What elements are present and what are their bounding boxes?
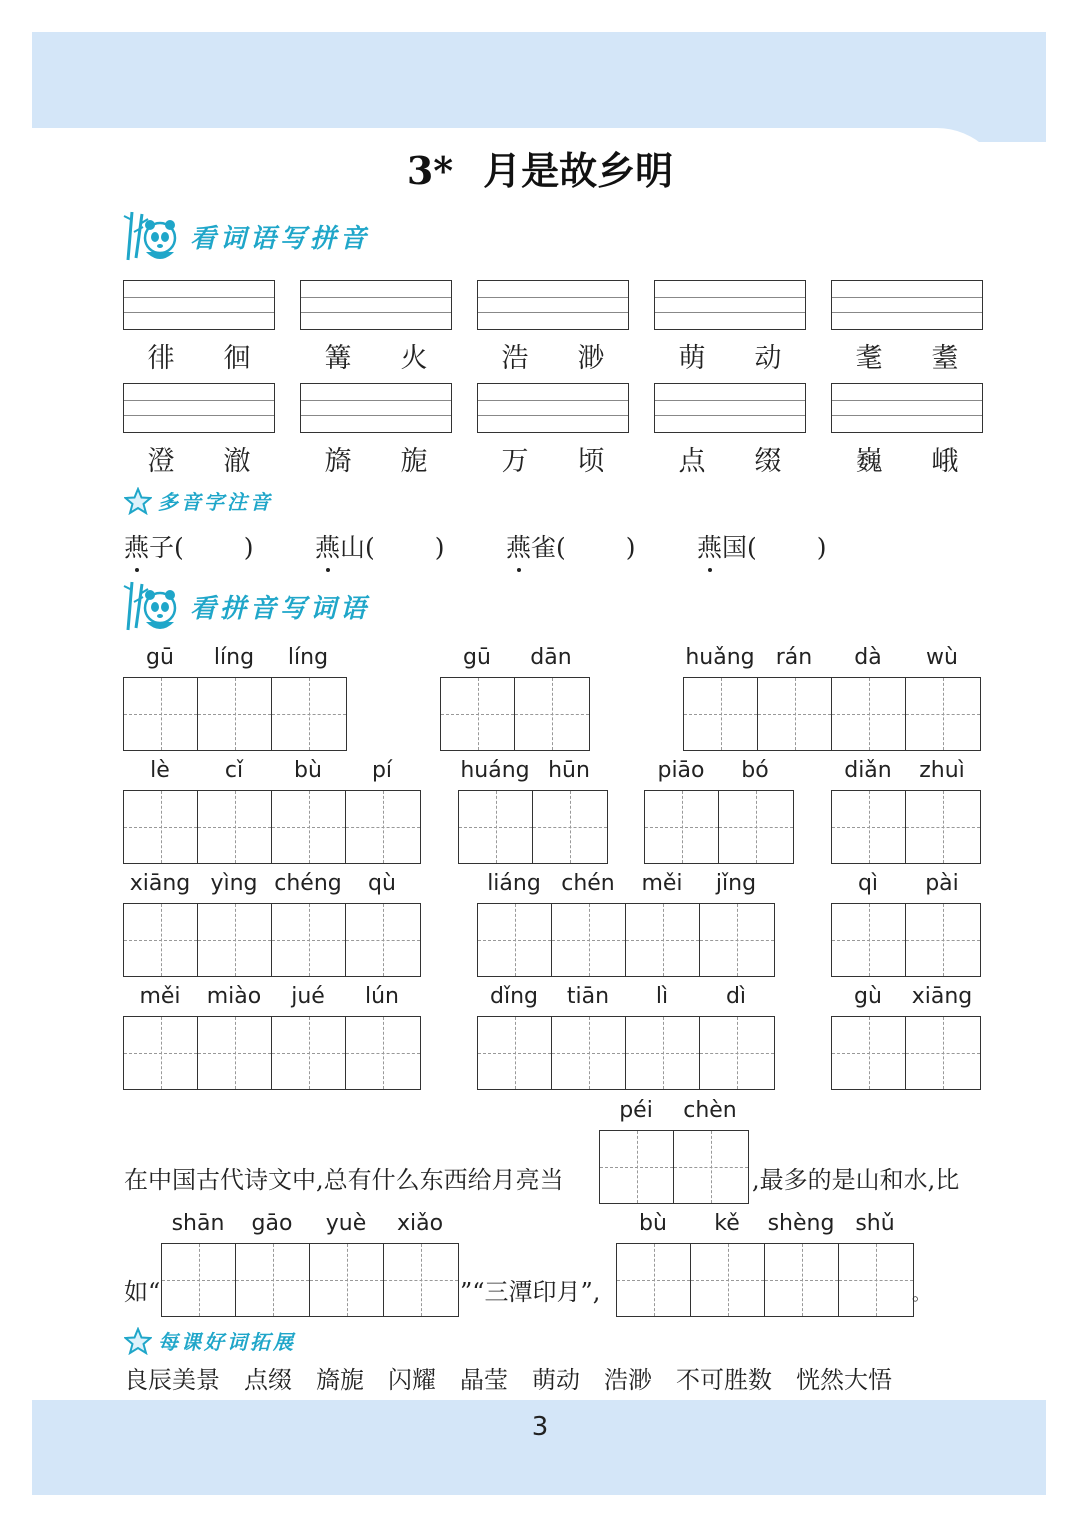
pinyin-syllable: gū bbox=[146, 645, 174, 670]
pinyin-row bbox=[683, 645, 979, 675]
pinyin-syllable: dǐng bbox=[490, 984, 538, 1009]
polyphonic-item bbox=[124, 528, 254, 564]
word-char: 旖 bbox=[324, 446, 352, 477]
writing-cell[interactable] bbox=[765, 1244, 839, 1316]
polyphonic-item bbox=[506, 528, 636, 564]
pinyin-answer-box[interactable] bbox=[831, 383, 983, 433]
tian-grid bbox=[477, 903, 775, 977]
top-band bbox=[32, 32, 1046, 142]
writing-cell[interactable] bbox=[198, 904, 272, 976]
word-characters bbox=[477, 336, 629, 375]
pinyin-syllable: kě bbox=[714, 1211, 740, 1236]
writing-cell[interactable] bbox=[198, 791, 272, 863]
vocab-word: 点缀 bbox=[244, 1366, 292, 1394]
pinyin-syllable: pài bbox=[925, 871, 959, 896]
pinyin-syllable: dì bbox=[725, 984, 747, 1009]
sentence-end: 。 bbox=[912, 1284, 930, 1305]
pinyin-syllable: hūn bbox=[548, 758, 590, 783]
writing-cell[interactable] bbox=[478, 904, 552, 976]
pinyin-syllable: yìng bbox=[210, 871, 258, 896]
word-characters bbox=[654, 439, 806, 478]
tian-grid bbox=[616, 1243, 914, 1317]
writing-cell[interactable] bbox=[617, 1244, 691, 1316]
pinyin-answer-box[interactable] bbox=[477, 280, 629, 330]
writing-cell[interactable] bbox=[272, 904, 346, 976]
section-header-vocab: 每课好词拓展 bbox=[124, 1326, 296, 1355]
panda-bamboo-icon bbox=[122, 578, 184, 634]
writing-cell[interactable] bbox=[346, 791, 420, 863]
tian-grid bbox=[683, 677, 981, 751]
pinyin-syllable: bù bbox=[294, 758, 322, 783]
panda-bamboo-icon bbox=[122, 208, 184, 264]
writing-cell[interactable] bbox=[236, 1244, 310, 1316]
writing-cell[interactable] bbox=[906, 1017, 980, 1089]
writing-cell[interactable] bbox=[691, 1244, 765, 1316]
pinyin-row bbox=[477, 984, 773, 1014]
word-char: 动 bbox=[754, 343, 782, 374]
section-header-write-pinyin: 看词语写拼音 bbox=[122, 208, 370, 264]
vocab-word: 浩渺 bbox=[604, 1366, 652, 1394]
writing-cell[interactable] bbox=[124, 791, 198, 863]
pinyin-row bbox=[161, 1211, 457, 1241]
tian-grid bbox=[831, 1016, 981, 1090]
writing-cell[interactable] bbox=[384, 1244, 458, 1316]
word-char: 点 bbox=[678, 446, 706, 477]
writing-cell[interactable] bbox=[906, 678, 980, 750]
writing-cell[interactable] bbox=[552, 904, 626, 976]
word-char: 萌 bbox=[678, 343, 706, 374]
dotted-character: 燕 bbox=[697, 528, 722, 564]
writing-cell[interactable] bbox=[459, 791, 533, 863]
pinyin-syllable: diǎn bbox=[844, 758, 892, 783]
pinyin-syllable: xiǎo bbox=[396, 1211, 444, 1236]
pinyin-answer-box[interactable] bbox=[300, 383, 452, 433]
writing-cell[interactable] bbox=[832, 678, 906, 750]
word-characters bbox=[654, 336, 806, 375]
vocab-word: 萌动 bbox=[532, 1366, 580, 1394]
pinyin-syllable: shǔ bbox=[855, 1211, 895, 1236]
word-char: 耄 bbox=[855, 343, 883, 374]
sentence-part-1: 在中国古代诗文中,总有什么东西给月亮当 bbox=[124, 1166, 564, 1194]
writing-cell[interactable] bbox=[832, 791, 906, 863]
writing-cell[interactable] bbox=[272, 791, 346, 863]
tian-grid bbox=[123, 677, 347, 751]
writing-cell[interactable] bbox=[162, 1244, 236, 1316]
word-char: 巍 bbox=[855, 446, 883, 477]
tian-grid bbox=[477, 1016, 775, 1090]
star-icon bbox=[124, 487, 152, 515]
vocab-word: 旖旎 bbox=[316, 1366, 364, 1394]
tian-grid bbox=[123, 903, 421, 977]
word-characters bbox=[300, 439, 452, 478]
pinyin-row bbox=[123, 758, 419, 788]
writing-cell[interactable] bbox=[124, 904, 198, 976]
word-characters bbox=[831, 336, 983, 375]
pinyin-answer-box[interactable] bbox=[654, 383, 806, 433]
tian-grid bbox=[831, 790, 981, 864]
dotted-character: 燕 bbox=[506, 528, 531, 564]
pinyin-answer-box[interactable] bbox=[831, 280, 983, 330]
pinyin-row bbox=[123, 984, 419, 1014]
pinyin-row bbox=[616, 1211, 912, 1241]
close-paren: ) bbox=[625, 533, 636, 562]
pinyin-syllable: péi bbox=[619, 1098, 653, 1123]
pinyin-syllable: měi bbox=[641, 871, 683, 896]
pinyin-syllable: piāo bbox=[657, 758, 705, 783]
word-char: 火 bbox=[400, 343, 428, 374]
close-paren: ) bbox=[816, 533, 827, 562]
item-text: 山( bbox=[340, 533, 375, 562]
pinyin-syllable: bó bbox=[741, 758, 769, 783]
pinyin-row bbox=[440, 645, 588, 675]
pinyin-syllable: gāo bbox=[251, 1211, 293, 1236]
pinyin-syllable: měi bbox=[139, 984, 181, 1009]
word-char: 澈 bbox=[223, 446, 251, 477]
sentence-part-3: 如“ bbox=[124, 1278, 161, 1306]
pinyin-syllable: qù bbox=[368, 871, 396, 896]
pinyin-syllable: lì bbox=[655, 984, 669, 1009]
writing-cell[interactable] bbox=[346, 904, 420, 976]
writing-cell[interactable] bbox=[478, 1017, 552, 1089]
writing-cell[interactable] bbox=[626, 904, 700, 976]
vocab-list bbox=[124, 1360, 892, 1395]
pinyin-syllable: zhuì bbox=[919, 758, 965, 783]
pinyin-syllable: chèn bbox=[683, 1098, 737, 1123]
pinyin-syllable: pí bbox=[371, 758, 393, 783]
page-number: 3 bbox=[531, 1412, 549, 1442]
pinyin-row bbox=[599, 1098, 747, 1128]
pinyin-syllable: líng bbox=[213, 645, 255, 670]
writing-cell[interactable] bbox=[533, 791, 607, 863]
writing-cell[interactable] bbox=[645, 791, 719, 863]
pinyin-row bbox=[831, 758, 979, 788]
writing-cell[interactable] bbox=[832, 1017, 906, 1089]
item-text: 雀( bbox=[531, 533, 566, 562]
word-char: 澄 bbox=[147, 446, 175, 477]
pinyin-answer-box[interactable] bbox=[477, 383, 629, 433]
pinyin-syllable: gù bbox=[854, 984, 882, 1009]
writing-cell[interactable] bbox=[346, 1017, 420, 1089]
pinyin-syllable: jué bbox=[291, 984, 325, 1009]
close-paren: ) bbox=[243, 533, 254, 562]
pinyin-syllable: gū bbox=[463, 645, 491, 670]
word-char: 顷 bbox=[577, 446, 605, 477]
sentence-part-4: ”“三潭印月”, bbox=[460, 1278, 601, 1306]
tian-grid bbox=[440, 677, 590, 751]
pinyin-syllable: wù bbox=[926, 645, 958, 670]
polyphonic-item bbox=[697, 528, 827, 564]
word-characters bbox=[831, 439, 983, 478]
writing-cell[interactable] bbox=[198, 678, 272, 750]
word-char: 耋 bbox=[931, 343, 959, 374]
section-header-write-words: 看拼音写词语 bbox=[122, 578, 370, 634]
section-header-polyphonic: 多音字注音 bbox=[124, 486, 273, 515]
word-char: 篝 bbox=[324, 343, 352, 374]
pinyin-answer-box[interactable] bbox=[123, 383, 275, 433]
pinyin-row bbox=[123, 871, 419, 901]
writing-cell[interactable] bbox=[198, 1017, 272, 1089]
word-char: 万 bbox=[501, 446, 529, 477]
vocab-word: 恍然大悟 bbox=[796, 1366, 892, 1394]
pinyin-syllable: dān bbox=[530, 645, 572, 670]
polyphonic-item bbox=[315, 528, 445, 564]
pinyin-syllable: dà bbox=[854, 645, 882, 670]
pinyin-answer-box[interactable] bbox=[123, 280, 275, 330]
pinyin-answer-box[interactable] bbox=[654, 280, 806, 330]
item-text: 子( bbox=[149, 533, 184, 562]
pinyin-syllable: yuè bbox=[325, 1211, 367, 1236]
vocab-word: 良辰美景 bbox=[124, 1366, 220, 1394]
item-text: 国( bbox=[722, 533, 757, 562]
writing-cell[interactable] bbox=[124, 1017, 198, 1089]
pinyin-syllable: cǐ bbox=[224, 758, 244, 783]
writing-cell[interactable] bbox=[600, 1131, 674, 1203]
writing-cell[interactable] bbox=[124, 678, 198, 750]
word-char: 徊 bbox=[223, 343, 251, 374]
writing-cell[interactable] bbox=[758, 678, 832, 750]
writing-cell[interactable] bbox=[684, 678, 758, 750]
pinyin-syllable: lún bbox=[365, 984, 399, 1009]
tian-grid bbox=[161, 1243, 459, 1317]
pinyin-syllable: chéng bbox=[274, 871, 342, 896]
pinyin-syllable: huǎng bbox=[685, 645, 755, 670]
word-char: 旎 bbox=[400, 446, 428, 477]
word-char: 浩 bbox=[501, 343, 529, 374]
word-characters bbox=[123, 439, 275, 478]
dotted-character: 燕 bbox=[315, 528, 340, 564]
pinyin-syllable: tiān bbox=[566, 984, 610, 1009]
pinyin-row bbox=[831, 984, 979, 1014]
writing-cell[interactable] bbox=[700, 1017, 774, 1089]
writing-cell[interactable] bbox=[272, 1017, 346, 1089]
pinyin-syllable: xiāng bbox=[911, 984, 973, 1009]
pinyin-syllable: bù bbox=[639, 1211, 667, 1236]
writing-cell[interactable] bbox=[674, 1131, 748, 1203]
word-characters bbox=[123, 336, 275, 375]
star-icon bbox=[124, 1327, 152, 1355]
pinyin-syllable: shèng bbox=[767, 1211, 835, 1236]
pinyin-syllable: liáng bbox=[487, 871, 541, 896]
pinyin-syllable: shān bbox=[171, 1211, 225, 1236]
writing-cell[interactable] bbox=[700, 904, 774, 976]
vocab-word: 不可胜数 bbox=[676, 1366, 772, 1394]
writing-cell[interactable] bbox=[441, 678, 515, 750]
pinyin-syllable: rán bbox=[775, 645, 813, 670]
tian-grid bbox=[831, 903, 981, 977]
vocab-word: 晶莹 bbox=[460, 1366, 508, 1394]
word-char: 峨 bbox=[931, 446, 959, 477]
pinyin-syllable: líng bbox=[287, 645, 329, 670]
tian-grid bbox=[599, 1130, 749, 1204]
writing-cell[interactable] bbox=[719, 791, 793, 863]
word-char: 渺 bbox=[577, 343, 605, 374]
pinyin-syllable: qì bbox=[857, 871, 879, 896]
writing-cell[interactable] bbox=[832, 904, 906, 976]
pinyin-syllable: jǐng bbox=[715, 871, 757, 896]
lesson-title: 3* 月是故乡明 bbox=[406, 148, 674, 193]
writing-cell[interactable] bbox=[552, 1017, 626, 1089]
tian-grid bbox=[458, 790, 608, 864]
pinyin-row bbox=[458, 758, 606, 788]
pinyin-row bbox=[477, 871, 773, 901]
close-paren: ) bbox=[434, 533, 445, 562]
pinyin-syllable: huáng bbox=[460, 758, 530, 783]
writing-cell[interactable] bbox=[515, 678, 589, 750]
word-char: 缀 bbox=[754, 446, 782, 477]
vocab-word: 闪耀 bbox=[388, 1366, 436, 1394]
tian-grid bbox=[123, 790, 421, 864]
writing-cell[interactable] bbox=[839, 1244, 913, 1316]
pinyin-row bbox=[644, 758, 792, 788]
writing-cell[interactable] bbox=[310, 1244, 384, 1316]
pinyin-syllable: chén bbox=[561, 871, 615, 896]
tian-grid bbox=[644, 790, 794, 864]
pinyin-answer-box[interactable] bbox=[300, 280, 452, 330]
word-char: 徘 bbox=[147, 343, 175, 374]
sentence-part-2: ,最多的是山和水,比 bbox=[752, 1166, 960, 1194]
pinyin-syllable: xiāng bbox=[129, 871, 191, 896]
writing-cell[interactable] bbox=[906, 791, 980, 863]
word-characters bbox=[300, 336, 452, 375]
writing-cell[interactable] bbox=[906, 904, 980, 976]
writing-cell[interactable] bbox=[626, 1017, 700, 1089]
pinyin-row bbox=[123, 645, 345, 675]
pinyin-syllable: miào bbox=[206, 984, 262, 1009]
pinyin-row bbox=[831, 871, 979, 901]
tian-grid bbox=[123, 1016, 421, 1090]
pinyin-syllable: lè bbox=[150, 758, 170, 783]
word-characters bbox=[477, 439, 629, 478]
dotted-character: 燕 bbox=[124, 528, 149, 564]
writing-cell[interactable] bbox=[272, 678, 346, 750]
